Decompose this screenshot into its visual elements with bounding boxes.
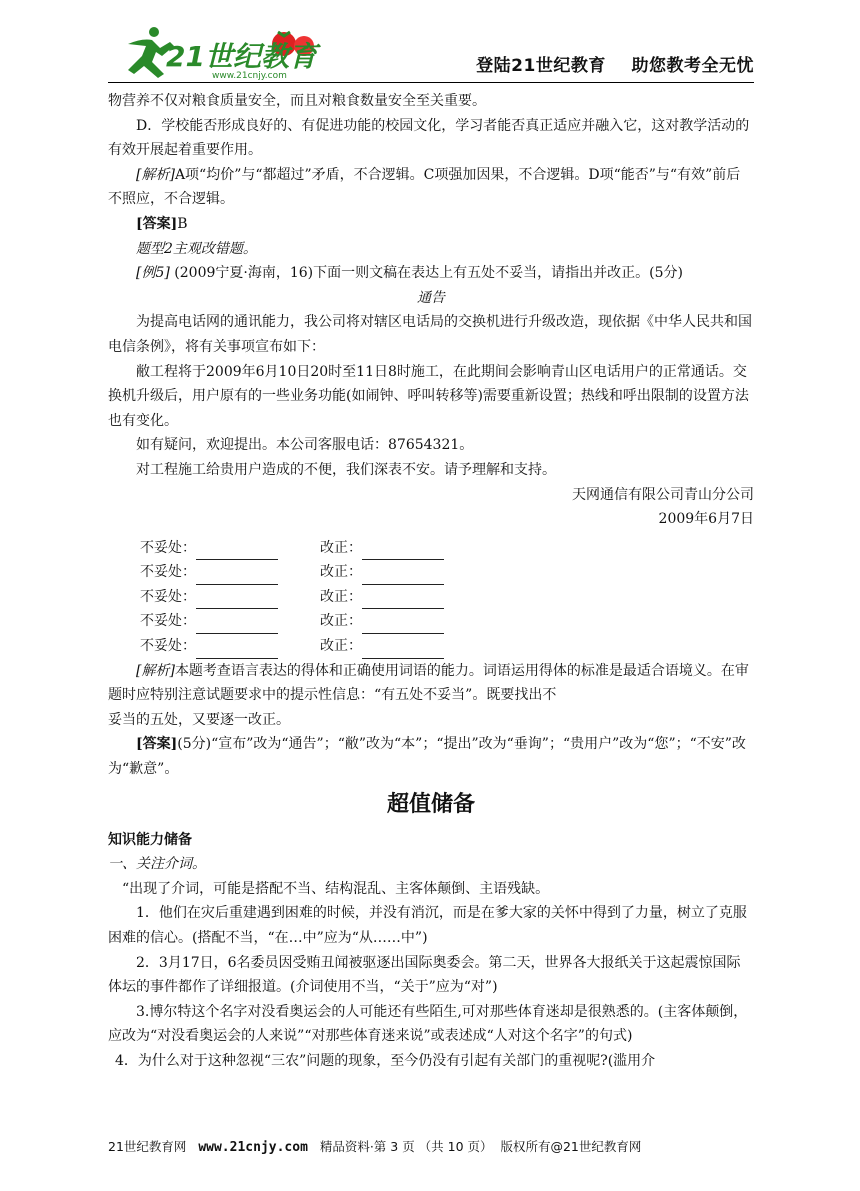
blank-line xyxy=(196,594,278,609)
document-body xyxy=(108,89,754,1074)
fix-label: 改正： xyxy=(320,564,362,581)
answer-paragraph xyxy=(108,732,754,781)
fix-line xyxy=(362,644,444,659)
fix-label: 改正： xyxy=(320,588,362,605)
blank-label: 不妥处： xyxy=(140,564,196,581)
example-sentence: 4．为什么对于这种忽视“三农”问题的现象，至今仍没有引起有关部门的重视呢?(滥用介 xyxy=(115,1052,656,1069)
point-intro: “出现了介词，可能是搭配不当、结构混乱、主客体颠倒、主语残缺。 xyxy=(122,880,550,897)
footer-copyright: 版权所有@21世纪教育网 xyxy=(500,1139,642,1154)
fix-line xyxy=(362,570,444,585)
analysis-tag: [解析] xyxy=(136,662,175,679)
fix-line xyxy=(362,545,444,560)
notice-date: 2009年6月7日 xyxy=(658,511,754,528)
example-sentence: 2．3月17日，6名委员因受贿丑闻被驱逐出国际奥委会。第二天，世界各大报纸关于这起震惊国际体坛的事件都作了详细报道。(介词使用不当，“关于”应为“对”) xyxy=(108,954,741,996)
analysis-paragraph xyxy=(108,659,754,708)
header-slogan: 登陆21世纪教育 助您教考全无忧 xyxy=(476,56,754,76)
notice-paragraph: 对工程施工给贵用户造成的不便，我们深表不安。请予理解和支持。 xyxy=(136,461,556,478)
fix-line xyxy=(362,594,444,609)
notice-signature: 天网通信有限公司青山分公司 xyxy=(572,486,754,503)
fix-label: 改正： xyxy=(320,638,362,655)
answer-blank-row xyxy=(140,585,754,610)
blank-line xyxy=(196,570,278,585)
answer-blank-row xyxy=(140,536,754,561)
blank-label: 不妥处： xyxy=(140,613,196,630)
fix-label: 改正： xyxy=(320,613,362,630)
notice-paragraph: 敝工程将于2009年6月10日20时至11日8时施工，在此期间会影响青山区电话用户的正常通话。交换机升级后，用户原有的一些业务功能(如闹钟、呼叫转移等)需要重新设置；热线和呼出限制的设置方法也有变化。 xyxy=(108,363,749,429)
header-divider xyxy=(108,82,754,83)
blank-line xyxy=(196,545,278,560)
analysis-text: 本题考查语言表达的得体和正确使用词语的能力。词语运用得体的标准是最适合语境义。在审题时应特别注意试题要求中的提示性信息：“有五处不妥当”。既要找出不 xyxy=(108,662,749,704)
analysis-tag: [解析] xyxy=(136,166,175,183)
page-header xyxy=(108,22,754,82)
blank-label: 不妥处： xyxy=(140,539,196,556)
paragraph: 物营养不仅对粮食质量安全，而且对粮食数量安全至关重要。 xyxy=(108,93,486,109)
section-title: 超值储备 xyxy=(386,791,475,817)
answer-text: B xyxy=(177,215,188,232)
blank-line xyxy=(196,644,278,659)
option-d: D．学校能否形成良好的、有促进功能的校园文化，学习者能否真正适应并融入它，这对教学活动的有效开展起着重要作用。 xyxy=(108,117,750,159)
example-sentence: 1．他们在灾后重建遇到困难的时候，并没有消沉，而是在爹大家的关怀中得到了力量，树立了克服困难的信心。(搭配不当，“在…中”应为“从……中”) xyxy=(108,905,747,946)
fix-label: 改正： xyxy=(320,539,362,556)
example-text: (2009宁夏·海南，16)下面一则文稿在表达上有五处不妥当，请指出并改正。(5分) xyxy=(169,265,683,282)
fix-line xyxy=(362,619,444,634)
footer-url[interactable]: www.21cnjy.com xyxy=(198,1140,308,1155)
svg-text:www.21cnjy.com: www.21cnjy.com xyxy=(212,71,287,80)
page-footer xyxy=(108,1137,754,1155)
answer-text: (5分)“宣布”改为“通告”；“敝”改为“本”；“提出”改为“垂询”；“贵用户”改为“您”；“不安”改为“歉意”。 xyxy=(108,736,746,778)
logo-21cnjy xyxy=(108,22,328,80)
example-5-prompt xyxy=(108,261,754,286)
analysis-continuation: 妥当的五处，又要逐一改正。 xyxy=(108,711,290,728)
analysis-paragraph xyxy=(108,163,754,212)
question-type-heading: 题型2主观改错题。 xyxy=(136,240,257,257)
answer-blank-row xyxy=(140,560,754,585)
analysis-text: A项“均价”与“都超过”矛盾，不合逻辑。C项强加因果，不合逻辑。D项“能否”与“有效”前后不照应，不合逻辑。 xyxy=(108,166,741,208)
svg-text:21世纪教育: 21世纪教育 xyxy=(166,40,317,73)
notice-title: 通告 xyxy=(417,289,445,306)
footer-page-info: 精品资料·第 3 页 （共 10 页） xyxy=(319,1139,493,1154)
notice-paragraph: 为提高电话网的通讯能力，我公司将对辖区电话局的交换机进行升级改造，现依据《中华人民共和国电信条例》，将有关事项宣布如下： xyxy=(108,314,752,355)
example-sentence: 3.博尔特这个名字对没看奥运会的人可能还有些陌生,可对那些体育迷却是很熟悉的。(主客体颠倒，应改为“对没看奥运会的人来说”“对那些体育迷来说”或表述成“人对这个名字”的句式) xyxy=(108,1003,748,1045)
blank-label: 不妥处： xyxy=(140,588,196,605)
footer-site-name: 21世纪教育网 xyxy=(108,1139,187,1154)
answer-tag: [答案] xyxy=(136,736,178,753)
point-heading: 一、关注介词。 xyxy=(108,856,206,873)
answer-paragraph xyxy=(108,212,754,237)
blank-line xyxy=(196,619,278,634)
answer-blank-row xyxy=(140,634,754,659)
answer-tag: [答案] xyxy=(136,215,178,232)
answer-blank-row xyxy=(140,609,754,634)
notice-paragraph: 如有疑问，欢迎提出。本公司客服电话：87654321。 xyxy=(136,437,474,454)
example-tag: [例5] xyxy=(136,265,170,282)
blank-label: 不妥处： xyxy=(140,638,196,655)
subsection-title: 知识能力储备 xyxy=(108,831,192,848)
